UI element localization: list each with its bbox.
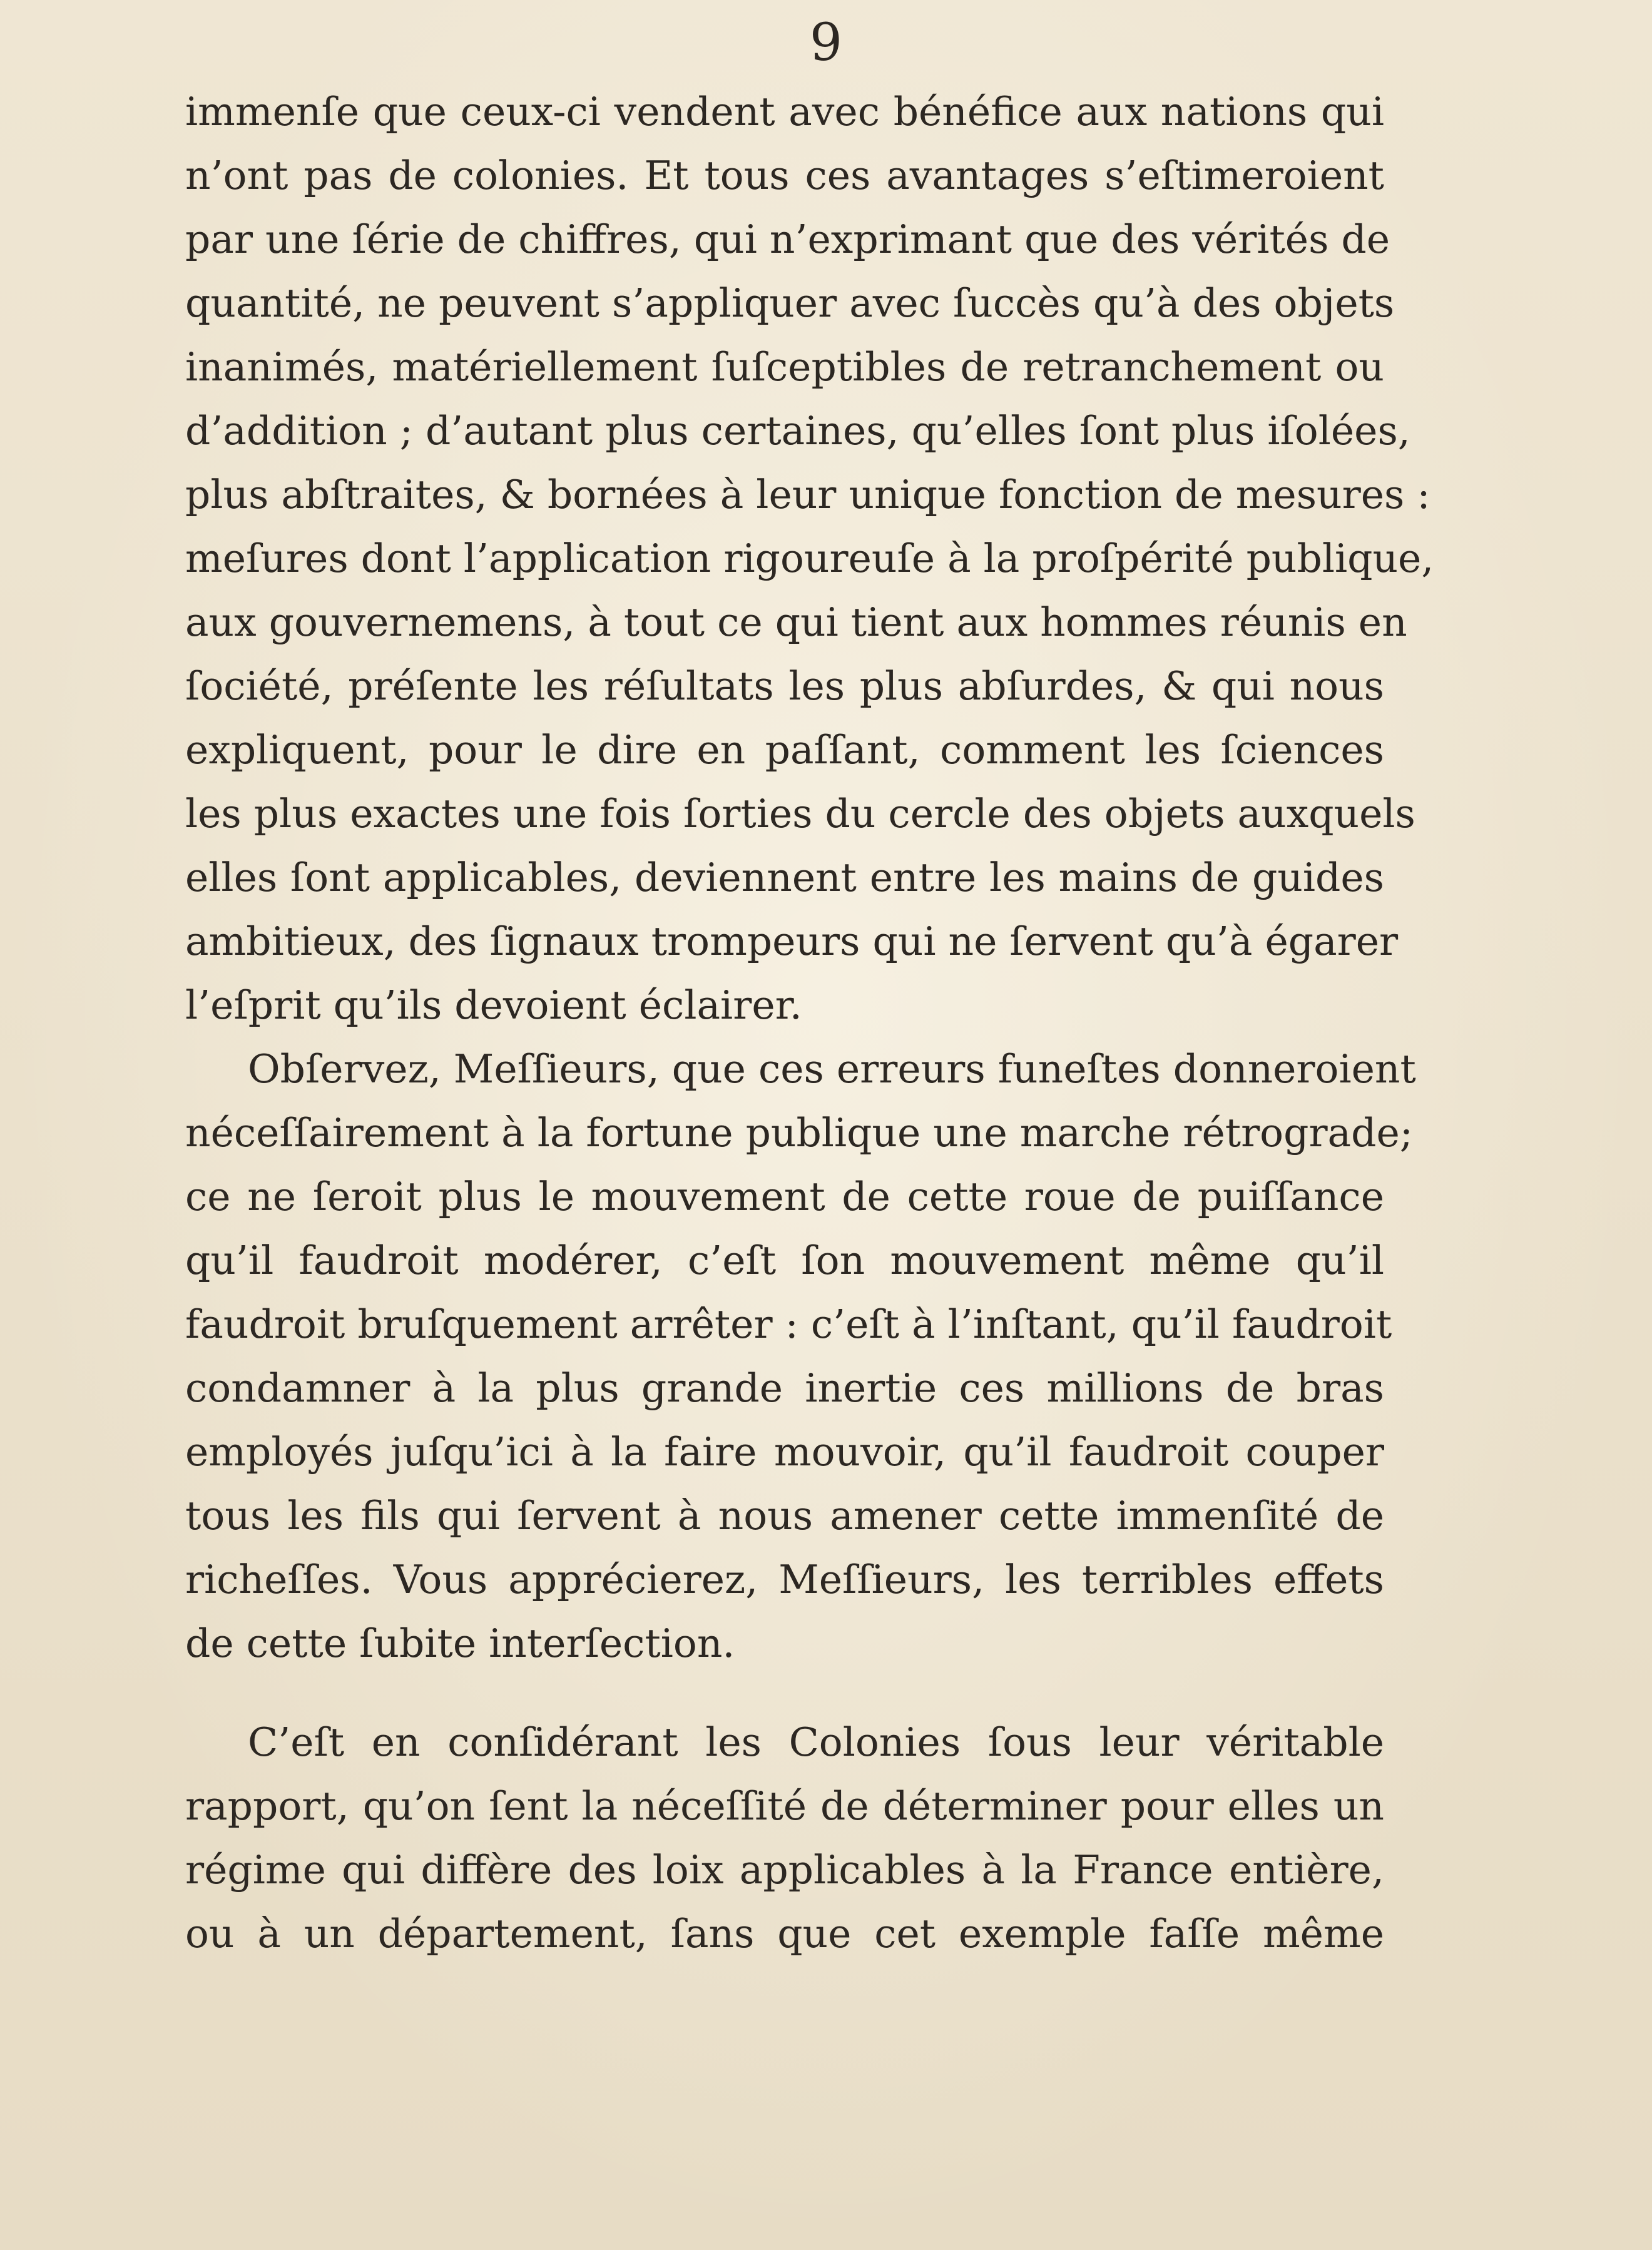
text-line: ce ne ſeroit plus le mouvement de cette roue de puiſſance	[185, 1174, 1384, 1219]
text-line: l’eſprit qu’ils devoient éclairer.	[185, 982, 802, 1028]
text-line: les plus exactes une fois ſorties du cercle des objets auxquels	[185, 791, 1415, 837]
text-line: richeſſes. Vous apprécierez, Meſſieurs, les terribles effets	[185, 1557, 1384, 1602]
text-line: aux gouvernemens, à tout ce qui tient aux hommes réunis en	[185, 599, 1407, 645]
text-block	[185, 80, 1434, 1966]
paragraph-1	[185, 80, 1434, 1037]
text-line: expliquent, pour le dire en paſſant, comment les ſciences	[185, 727, 1384, 773]
text-line: régime qui diffère des loix applicables à la France entière,	[185, 1847, 1384, 1893]
text-line: de cette ſubite interſection.	[185, 1621, 735, 1666]
text-line: faudroit bruſquement arrêter : c’eſt à l’inſtant, qu’il faudroit	[185, 1301, 1392, 1347]
text-line: Obſervez, Meſſieurs, que ces erreurs funeſtes donneroient	[248, 1046, 1416, 1092]
text-line: tous les fils qui ſervent à nous amener cette immenſité de	[185, 1493, 1384, 1539]
text-line: quantité, ne peuvent s’appliquer avec ſuccès qu’à des objets	[185, 280, 1395, 326]
paragraph-gap	[185, 1676, 1384, 1711]
text-line: rapport, qu’on ſent la néceſſité de déterminer pour elles un	[185, 1783, 1384, 1829]
page-number: 9	[809, 13, 843, 73]
text-line: ou à un département, ſans que cet exemple faſſe même	[185, 1911, 1384, 1957]
paragraph-2	[185, 1037, 1416, 1676]
text-line: immenſe que ceux-ci vendent avec bénéfice aux nations qui	[185, 89, 1384, 135]
text-line: meſures dont l’application rigoureuſe à la proſpérité publique,	[185, 536, 1434, 581]
text-line: d’addition ; d’autant plus certaines, qu’elles ſont plus iſolées,	[185, 408, 1410, 454]
text-line: qu’il faudroit modérer, c’eſt ſon mouvement même qu’il	[185, 1238, 1384, 1283]
text-line: employés juſqu’ici à la faire mouvoir, qu’il faudroit couper	[185, 1429, 1384, 1475]
text-line: elles ſont applicables, deviennent entre les mains de guides	[185, 855, 1384, 900]
text-line: par une ſérie de chiffres, qui n’exprimant que des vérités de	[185, 216, 1390, 262]
text-line: n’ont pas de colonies. Et tous ces avantages s’eſtimeroient	[185, 153, 1384, 198]
text-line: plus abſtraites, & bornées à leur unique fonction de mesures :	[185, 472, 1430, 517]
text-line: C’eſt en conſidérant les Colonies ſous leur véritable	[248, 1719, 1384, 1765]
paragraph-3	[185, 1711, 1384, 1966]
text-line: ſociété, préſente les réſultats les plus abſurdes, & qui nous	[185, 663, 1384, 709]
text-line: ambitieux, des ſignaux trompeurs qui ne ſervent qu’à égarer	[185, 919, 1399, 964]
text-line: condamner à la plus grande inertie ces millions de bras	[185, 1365, 1384, 1411]
text-line: inanimés, matériellement ſuſceptibles de retranchement ou	[185, 344, 1384, 390]
text-line: néceſſairement à la fortune publique une marche rétrograde;	[185, 1110, 1413, 1156]
